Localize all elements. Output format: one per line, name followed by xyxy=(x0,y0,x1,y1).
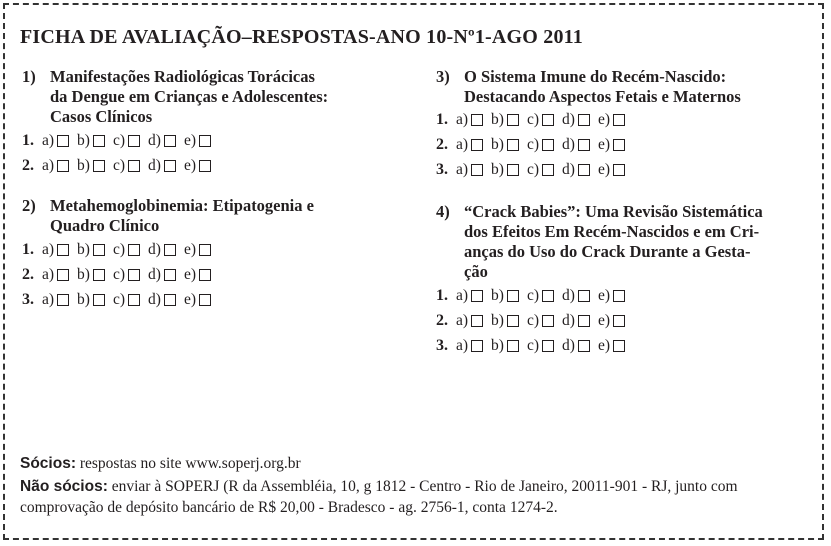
option-letter: e) xyxy=(597,161,610,178)
answer-option[interactable] xyxy=(113,157,140,175)
question-title-line: “Crack Babies”: Uma Revisão Sistemática xyxy=(464,202,763,221)
answer-option[interactable] xyxy=(42,241,69,259)
answer-option[interactable] xyxy=(456,312,483,330)
checkbox[interactable] xyxy=(471,114,483,126)
checkbox[interactable] xyxy=(57,244,69,256)
option-letter: e) xyxy=(597,337,610,354)
question-title-line: Manifestações Radiológicas Torácicas xyxy=(50,67,315,86)
option-letter: a) xyxy=(42,157,55,174)
checkbox[interactable] xyxy=(471,340,483,352)
question-title-line: anças do Uso do Crack Durante a Gesta- xyxy=(464,242,751,261)
option-letter: d) xyxy=(148,266,161,283)
checkbox[interactable] xyxy=(128,294,140,306)
answer-option[interactable] xyxy=(456,337,483,355)
answer-option[interactable] xyxy=(456,287,483,305)
option-letter: c) xyxy=(112,241,126,258)
option-letter: c) xyxy=(112,266,126,283)
answer-option[interactable] xyxy=(527,287,554,305)
answer-option[interactable] xyxy=(562,161,590,179)
question-title-line: Casos Clínicos xyxy=(50,107,153,126)
answer-option[interactable] xyxy=(184,291,211,309)
checkbox[interactable] xyxy=(199,269,211,281)
answer-option[interactable] xyxy=(598,287,625,305)
checkbox[interactable] xyxy=(542,114,554,126)
answer-row xyxy=(436,286,633,306)
question-number: 2) xyxy=(22,196,36,215)
checkbox[interactable] xyxy=(57,294,69,306)
checkbox[interactable] xyxy=(578,315,590,327)
answer-option[interactable] xyxy=(598,312,625,330)
question-title xyxy=(464,202,763,282)
footer-non-members xyxy=(20,478,738,496)
checkbox[interactable] xyxy=(507,290,519,302)
question-title-line: Metahemoglobinemia: Etipatogenia e xyxy=(50,196,314,215)
answer-option[interactable] xyxy=(42,291,69,309)
answer-row xyxy=(436,135,633,155)
checkbox[interactable] xyxy=(613,164,625,176)
option-letter: b) xyxy=(77,157,90,174)
option-letter: b) xyxy=(491,337,504,354)
option-letter: d) xyxy=(562,337,575,354)
option-letter: e) xyxy=(597,287,610,304)
option-letter: d) xyxy=(148,241,161,258)
option-letter: a) xyxy=(456,337,469,354)
checkbox[interactable] xyxy=(613,139,625,151)
option-letter: e) xyxy=(183,157,196,174)
checkbox[interactable] xyxy=(164,269,176,281)
checkbox[interactable] xyxy=(93,160,105,172)
answer-row xyxy=(436,336,633,356)
answer-option[interactable] xyxy=(598,111,625,129)
option-letter: b) xyxy=(77,241,90,258)
answer-row xyxy=(22,240,219,260)
row-number: 1. xyxy=(436,111,448,128)
answer-option[interactable] xyxy=(113,241,140,259)
form-title: FICHA DE AVALIAÇÃO–RESPOSTAS-ANO 10-Nº1-AGO 2011 xyxy=(20,26,583,48)
option-letter: b) xyxy=(77,291,90,308)
row-number: 2. xyxy=(22,157,34,174)
answer-row xyxy=(22,290,219,310)
answer-option[interactable] xyxy=(42,266,69,284)
option-letter: d) xyxy=(148,291,161,308)
answer-row xyxy=(436,311,633,331)
answer-option[interactable] xyxy=(77,291,105,309)
checkbox[interactable] xyxy=(507,164,519,176)
answer-option[interactable] xyxy=(598,161,625,179)
checkbox[interactable] xyxy=(164,294,176,306)
checkbox[interactable] xyxy=(57,269,69,281)
answer-row xyxy=(22,131,219,151)
answer-option[interactable] xyxy=(148,157,176,175)
option-letter: b) xyxy=(77,266,90,283)
answer-option[interactable] xyxy=(491,287,519,305)
answer-option[interactable] xyxy=(598,337,625,355)
row-number: 3. xyxy=(436,161,448,178)
checkbox[interactable] xyxy=(542,340,554,352)
option-letter: d) xyxy=(148,132,161,149)
option-letter: b) xyxy=(491,312,504,329)
answer-option[interactable] xyxy=(77,266,105,284)
option-letter: e) xyxy=(183,241,196,258)
option-letter: a) xyxy=(42,266,55,283)
option-letter: d) xyxy=(562,312,575,329)
question-title-line: Quadro Clínico xyxy=(50,216,160,235)
option-letter: e) xyxy=(597,136,610,153)
answer-option[interactable] xyxy=(491,136,519,154)
option-letter: a) xyxy=(456,312,469,329)
option-letter: d) xyxy=(562,111,575,128)
option-letter: c) xyxy=(112,291,126,308)
option-letter: a) xyxy=(456,161,469,178)
option-letter: a) xyxy=(42,241,55,258)
answer-option[interactable] xyxy=(184,132,211,150)
option-letter: a) xyxy=(456,111,469,128)
option-letter: c) xyxy=(526,111,540,128)
option-letter: c) xyxy=(526,161,540,178)
row-number: 2. xyxy=(436,136,448,153)
option-letter: b) xyxy=(491,161,504,178)
non-members-text: enviar à SOPERJ (R da Assembléia, 10, g 1812 - Centro - Rio de Janeiro, 20011-901 - RJ, junto com xyxy=(107,478,738,495)
answer-option[interactable] xyxy=(113,266,140,284)
option-letter: b) xyxy=(491,287,504,304)
checkbox[interactable] xyxy=(128,135,140,147)
checkbox[interactable] xyxy=(93,269,105,281)
footer-payment-line: comprovação de depósito bancário de R$ 20,00 - Bradesco - ag. 2756-1, conta 1274-2. xyxy=(20,499,558,516)
question-title-line: Destacando Aspectos Fetais e Maternos xyxy=(464,87,741,106)
answer-option[interactable] xyxy=(527,161,554,179)
option-letter: c) xyxy=(526,312,540,329)
row-number: 2. xyxy=(436,312,448,329)
answer-option[interactable] xyxy=(42,132,69,150)
answer-option[interactable] xyxy=(491,161,519,179)
checkbox[interactable] xyxy=(57,135,69,147)
answer-option[interactable] xyxy=(527,136,554,154)
checkbox[interactable] xyxy=(128,160,140,172)
checkbox[interactable] xyxy=(613,340,625,352)
checkbox[interactable] xyxy=(542,290,554,302)
checkbox[interactable] xyxy=(542,139,554,151)
answer-option[interactable] xyxy=(77,132,105,150)
answer-row xyxy=(436,160,633,180)
answer-option[interactable] xyxy=(42,157,69,175)
checkbox[interactable] xyxy=(93,244,105,256)
checkbox[interactable] xyxy=(578,139,590,151)
option-letter: a) xyxy=(42,291,55,308)
answer-row xyxy=(22,156,219,176)
checkbox[interactable] xyxy=(199,294,211,306)
question-title xyxy=(50,196,314,236)
answer-option[interactable] xyxy=(562,287,590,305)
checkbox[interactable] xyxy=(578,340,590,352)
question-title-line: da Dengue em Crianças e Adolescentes: xyxy=(50,87,329,106)
checkbox[interactable] xyxy=(93,135,105,147)
checkbox[interactable] xyxy=(164,135,176,147)
answer-option[interactable] xyxy=(456,161,483,179)
answer-option[interactable] xyxy=(562,312,590,330)
checkbox[interactable] xyxy=(199,244,211,256)
question-title-line: dos Efeitos Em Recém-Nascidos e em Cri- xyxy=(464,222,760,241)
checkbox[interactable] xyxy=(199,135,211,147)
checkbox[interactable] xyxy=(613,290,625,302)
question-title-line: ção xyxy=(464,262,488,281)
question-number: 1) xyxy=(22,67,36,86)
option-letter: e) xyxy=(183,132,196,149)
answer-option[interactable] xyxy=(77,241,105,259)
footer-members xyxy=(20,455,301,473)
checkbox[interactable] xyxy=(578,114,590,126)
checkbox[interactable] xyxy=(57,160,69,172)
question-number: 3) xyxy=(436,67,450,86)
checkbox[interactable] xyxy=(128,244,140,256)
option-letter: e) xyxy=(597,312,610,329)
question-title xyxy=(50,67,328,127)
members-text: respostas no site www.soperj.org.br xyxy=(75,455,301,472)
answer-option[interactable] xyxy=(562,136,590,154)
answer-option[interactable] xyxy=(491,111,519,129)
answer-option[interactable] xyxy=(113,291,140,309)
answer-option[interactable] xyxy=(527,337,554,355)
option-letter: d) xyxy=(562,136,575,153)
option-letter: a) xyxy=(456,136,469,153)
checkbox[interactable] xyxy=(128,269,140,281)
checkbox[interactable] xyxy=(613,114,625,126)
members-label: Sócios: xyxy=(20,455,76,472)
checkbox[interactable] xyxy=(507,114,519,126)
option-letter: e) xyxy=(183,266,196,283)
option-letter: d) xyxy=(148,157,161,174)
option-letter: c) xyxy=(526,337,540,354)
checkbox[interactable] xyxy=(471,315,483,327)
checkbox[interactable] xyxy=(199,160,211,172)
checkbox[interactable] xyxy=(507,315,519,327)
row-number: 3. xyxy=(436,337,448,354)
checkbox[interactable] xyxy=(471,164,483,176)
option-letter: c) xyxy=(112,132,126,149)
option-letter: e) xyxy=(597,111,610,128)
answer-option[interactable] xyxy=(562,111,590,129)
option-letter: a) xyxy=(42,132,55,149)
answer-option[interactable] xyxy=(148,266,176,284)
row-number: 2. xyxy=(22,266,34,283)
checkbox[interactable] xyxy=(578,164,590,176)
answer-option[interactable] xyxy=(491,312,519,330)
checkbox[interactable] xyxy=(507,139,519,151)
answer-option[interactable] xyxy=(113,132,140,150)
answer-option[interactable] xyxy=(184,266,211,284)
checkbox[interactable] xyxy=(542,164,554,176)
option-letter: d) xyxy=(562,161,575,178)
row-number: 3. xyxy=(22,291,34,308)
checkbox[interactable] xyxy=(578,290,590,302)
question-title xyxy=(464,67,741,107)
option-letter: c) xyxy=(526,287,540,304)
answer-option[interactable] xyxy=(598,136,625,154)
checkbox[interactable] xyxy=(542,315,554,327)
option-letter: b) xyxy=(491,111,504,128)
answer-option[interactable] xyxy=(456,136,483,154)
checkbox[interactable] xyxy=(471,139,483,151)
row-number: 1. xyxy=(22,241,34,258)
option-letter: c) xyxy=(112,157,126,174)
answer-row xyxy=(22,265,219,285)
checkbox[interactable] xyxy=(471,290,483,302)
option-letter: c) xyxy=(526,136,540,153)
answer-option[interactable] xyxy=(184,241,211,259)
answer-option[interactable] xyxy=(77,157,105,175)
answer-row xyxy=(436,110,633,130)
option-letter: e) xyxy=(183,291,196,308)
checkbox[interactable] xyxy=(93,294,105,306)
answer-option[interactable] xyxy=(148,132,176,150)
checkbox[interactable] xyxy=(164,160,176,172)
row-number: 1. xyxy=(436,287,448,304)
question-title-line: O Sistema Imune do Recém-Nascido: xyxy=(464,67,727,86)
answer-option[interactable] xyxy=(527,312,554,330)
option-letter: b) xyxy=(77,132,90,149)
answer-option[interactable] xyxy=(184,157,211,175)
answer-option[interactable] xyxy=(456,111,483,129)
row-number: 1. xyxy=(22,132,34,149)
checkbox[interactable] xyxy=(164,244,176,256)
answer-option[interactable] xyxy=(148,241,176,259)
checkbox[interactable] xyxy=(507,340,519,352)
question-number: 4) xyxy=(436,202,450,221)
answer-option[interactable] xyxy=(562,337,590,355)
option-letter: a) xyxy=(456,287,469,304)
checkbox[interactable] xyxy=(613,315,625,327)
option-letter: b) xyxy=(491,136,504,153)
answer-option[interactable] xyxy=(527,111,554,129)
option-letter: d) xyxy=(562,287,575,304)
answer-option[interactable] xyxy=(148,291,176,309)
answer-option[interactable] xyxy=(491,337,519,355)
non-members-label: Não sócios: xyxy=(20,478,108,495)
